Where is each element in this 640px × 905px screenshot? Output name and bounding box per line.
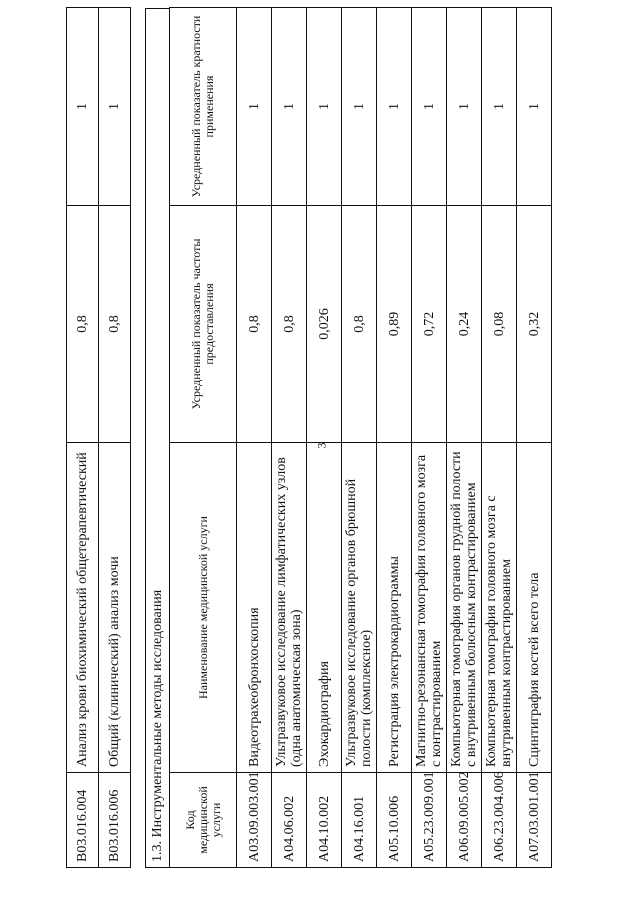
lab-tests-table-block: [66, 8, 131, 868]
service-code: A05.10.006: [377, 773, 412, 868]
service-name: Компьютерная томография головного мозга с внутривенным контрастированием: [482, 443, 517, 773]
service-name: Эхокардиография: [307, 443, 342, 773]
table-row: [412, 8, 447, 868]
table-row: [517, 8, 552, 868]
service-code: A03.09.003.001: [237, 773, 272, 868]
multiplicity-value: 1: [342, 8, 377, 206]
frequency-value: 0,72: [412, 206, 447, 443]
service-code: B03.016.006: [99, 773, 131, 868]
frequency-value: 0,8: [272, 206, 307, 443]
service-name: Ультразвуковое исследование лимфатических узлов (одна анатомическая зона): [272, 443, 307, 773]
section-title: 1.3. Инструментальные методы исследования: [145, 8, 169, 868]
service-code: A04.10.002: [307, 773, 342, 868]
table-row: [237, 8, 272, 868]
multiplicity-value: 1: [412, 8, 447, 206]
service-code: A07.03.001.001: [517, 773, 552, 868]
table-row: [342, 8, 377, 868]
header-multiplicity: Усредненный показатель кратности применения: [170, 8, 237, 206]
table-row: [99, 8, 131, 868]
service-name: Компьютерная томография органов грудной полости с внутривенным болюсным контрастированием: [447, 443, 482, 773]
multiplicity-value: 1: [99, 8, 131, 206]
service-name: Ультразвуковое исследование органов брюшной полости (комплексное): [342, 443, 377, 773]
lab-tests-table: [66, 7, 131, 868]
service-name: Сцинтиграфия костей всего тела: [517, 443, 552, 773]
multiplicity-value: 1: [237, 8, 272, 206]
table-row: [307, 8, 342, 868]
table-row: [272, 8, 307, 868]
frequency-value: 0,8: [67, 206, 99, 443]
header-code: Код медицинской услуги: [170, 773, 237, 868]
service-name: Анализ крови биохимический общетерапевтический: [67, 443, 99, 773]
multiplicity-value: 1: [517, 8, 552, 206]
frequency-value: 0,026: [307, 206, 342, 443]
page-number: 3: [314, 442, 329, 449]
service-name: Регистрация электрокардиограммы: [377, 443, 412, 773]
service-code: A04.16.001: [342, 773, 377, 868]
service-code: A06.23.004.006: [482, 773, 517, 868]
header-frequency: Усредненный показатель частоты предоставления: [170, 206, 237, 443]
service-code: B03.016.004: [67, 773, 99, 868]
table-row: [447, 8, 482, 868]
service-name: Магнитно-резонансная томография головного мозга с контрастированием: [412, 443, 447, 773]
frequency-value: 0,24: [447, 206, 482, 443]
multiplicity-value: 1: [447, 8, 482, 206]
frequency-value: 0,89: [377, 206, 412, 443]
table-header-row: [170, 8, 237, 868]
service-name: Общий (клинический) анализ мочи: [99, 443, 131, 773]
instrumental-methods-block: [145, 8, 552, 868]
table-row: [377, 8, 412, 868]
frequency-value: 0,8: [237, 206, 272, 443]
table-row: [67, 8, 99, 868]
multiplicity-value: 1: [482, 8, 517, 206]
service-code: A05.23.009.001: [412, 773, 447, 868]
multiplicity-value: 1: [272, 8, 307, 206]
multiplicity-value: 1: [377, 8, 412, 206]
frequency-value: 0,32: [517, 206, 552, 443]
multiplicity-value: 1: [67, 8, 99, 206]
frequency-value: 0,08: [482, 206, 517, 443]
service-name: Видеотрахеобронхоскопия: [237, 443, 272, 773]
frequency-value: 0,8: [342, 206, 377, 443]
header-name: Наименование медицинской услуги: [170, 443, 237, 773]
multiplicity-value: 1: [307, 8, 342, 206]
frequency-value: 0,8: [99, 206, 131, 443]
table-row: [482, 8, 517, 868]
service-code: A06.09.005.002: [447, 773, 482, 868]
service-code: A04.06.002: [272, 773, 307, 868]
instrumental-methods-table: [169, 7, 552, 868]
